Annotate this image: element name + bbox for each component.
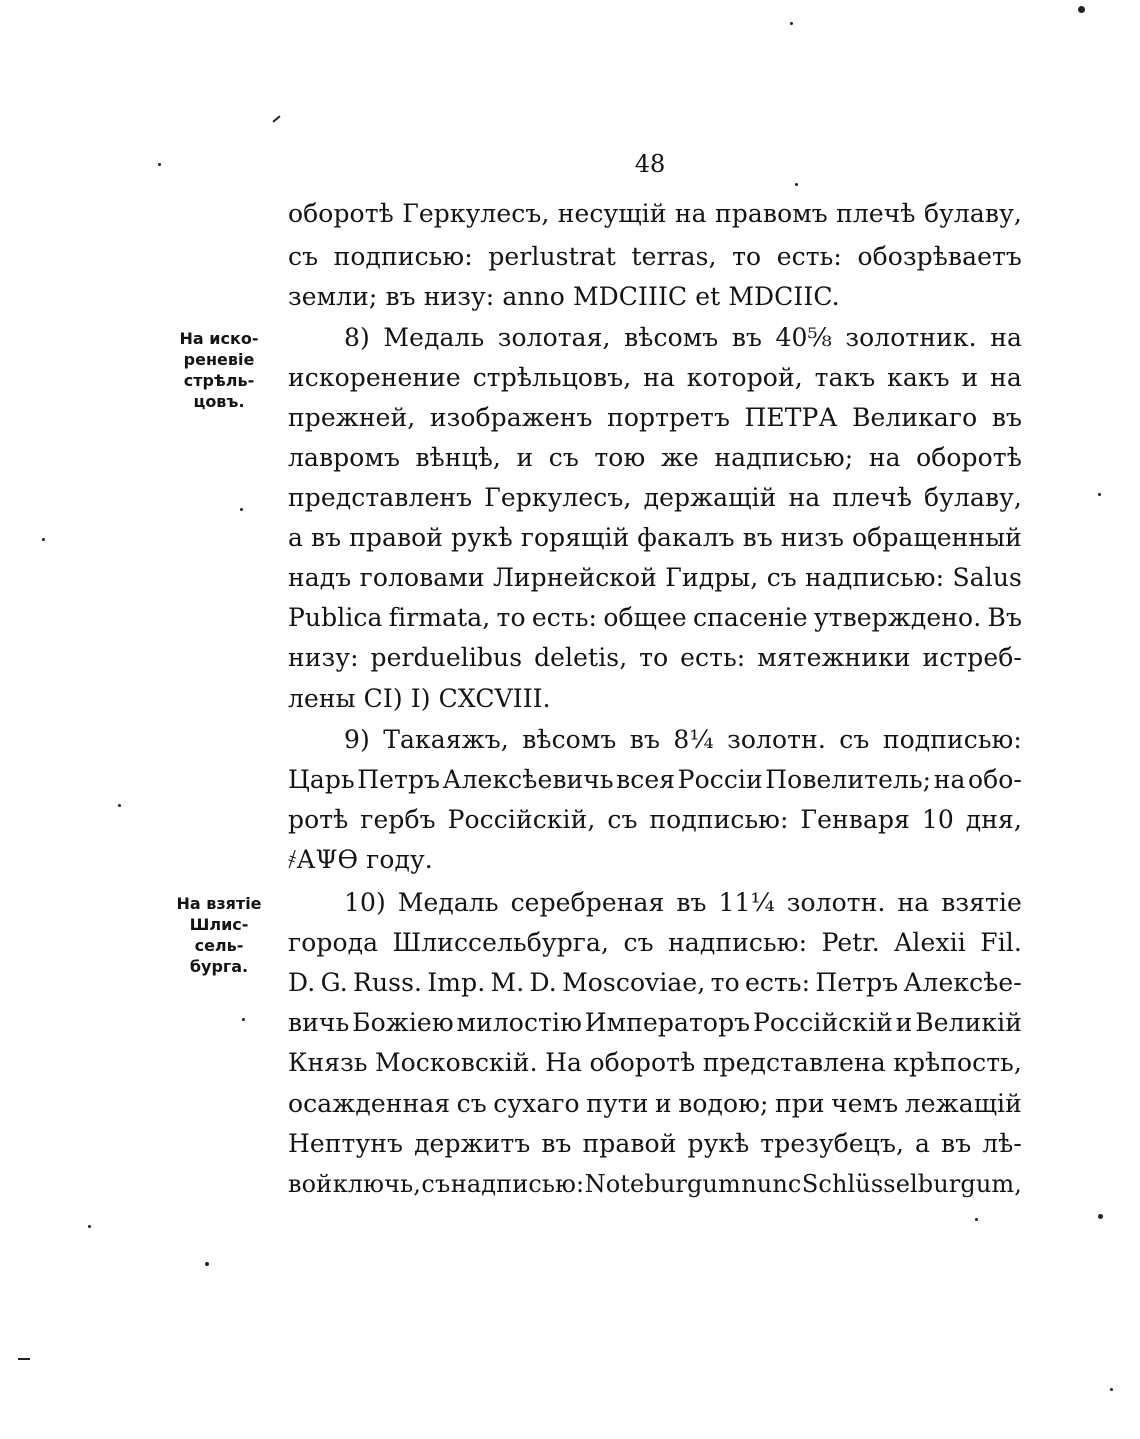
word: Петръ xyxy=(357,765,441,794)
word: Царь xyxy=(288,765,355,794)
word: На xyxy=(545,1048,583,1077)
word: такъ xyxy=(814,363,876,392)
word: 8¼ xyxy=(673,725,714,754)
word: мятежники xyxy=(757,643,911,672)
text-line xyxy=(288,1164,1022,1204)
text-line-content xyxy=(288,518,1022,558)
text-line-content xyxy=(288,1003,1022,1043)
word: въ xyxy=(941,1129,972,1158)
word: Императоръ xyxy=(584,1008,751,1037)
word: Великаго xyxy=(852,403,978,432)
margin-note-line: Шлис- xyxy=(189,915,249,934)
word: головами xyxy=(359,563,485,592)
word: утверждено. xyxy=(813,603,982,632)
word: съ xyxy=(456,1089,487,1118)
margin-note-line: стрѣль- xyxy=(183,371,255,390)
word: Noteburgum xyxy=(584,1170,741,1198)
word: Schlüsselburgum, xyxy=(801,1170,1022,1198)
word: Алексѣе- xyxy=(903,968,1022,997)
scan-speck xyxy=(18,1358,30,1360)
text-line xyxy=(288,558,1022,598)
word: держащiй xyxy=(643,483,777,512)
text-line-content xyxy=(288,558,1022,598)
word: серебреная xyxy=(510,888,665,917)
word: изображенъ xyxy=(429,403,593,432)
word: вѣнцѣ, xyxy=(415,443,501,472)
word: а xyxy=(288,523,304,552)
scan-speck xyxy=(1098,493,1101,496)
word: то xyxy=(496,603,526,632)
word: трезубецъ, xyxy=(760,1129,905,1158)
text-line xyxy=(288,840,1022,880)
word: Генваря xyxy=(800,805,910,834)
word: надписью; xyxy=(714,443,854,472)
word: есть: xyxy=(744,968,811,997)
word: въ xyxy=(676,888,707,917)
word: на xyxy=(674,199,707,228)
word: Publica xyxy=(288,603,383,632)
word: есть: xyxy=(680,643,746,672)
word: держитъ xyxy=(414,1129,531,1158)
word: булаву, xyxy=(923,199,1022,228)
text-line-content: земли; въ низу: anno MDCIIIC et MDCIIC. xyxy=(288,282,840,311)
word: съ xyxy=(839,725,870,754)
word: тою xyxy=(594,443,646,472)
margin-note-line: цовъ. xyxy=(193,392,245,411)
word: на xyxy=(933,765,966,794)
word: на xyxy=(990,323,1022,352)
text-line-content xyxy=(288,194,1022,234)
word: съ xyxy=(623,928,654,957)
word: представленъ xyxy=(288,483,473,512)
text-line-content xyxy=(288,1043,1022,1083)
text-line xyxy=(288,1043,1022,1083)
word: лавромъ xyxy=(288,443,400,472)
word: nunc xyxy=(741,1170,802,1198)
scan-speck xyxy=(205,1262,209,1266)
text-line xyxy=(344,720,1022,760)
word: оборотѣ xyxy=(288,199,394,228)
word: Въ xyxy=(987,603,1022,632)
word: милостiю xyxy=(456,1008,582,1037)
word: ротѣ xyxy=(288,805,349,834)
word: terras, xyxy=(631,242,717,271)
word: Alexii xyxy=(894,928,966,957)
word: то xyxy=(710,968,740,997)
text-line-content xyxy=(288,1084,1022,1124)
word: общее xyxy=(603,603,687,632)
word: Повелитель; xyxy=(765,765,932,794)
word: оборотѣ xyxy=(916,443,1022,472)
text-line xyxy=(288,1084,1022,1124)
word: Лирнейской xyxy=(492,563,657,592)
word: Великiй xyxy=(915,1008,1022,1037)
scan-speck xyxy=(1098,1214,1103,1219)
word: взятiе xyxy=(941,888,1022,917)
word: 10) xyxy=(344,888,386,917)
word: Нептунъ xyxy=(288,1129,404,1158)
word: въ xyxy=(731,323,762,352)
page-number: 48 xyxy=(634,150,666,178)
text-line xyxy=(288,438,1022,478)
text-line xyxy=(288,194,1022,234)
word: на xyxy=(788,483,821,512)
word: пути xyxy=(586,1089,649,1118)
scan-speck xyxy=(118,804,121,807)
text-line xyxy=(288,277,1022,317)
word: M. xyxy=(490,968,525,997)
text-line xyxy=(288,237,1022,277)
word: на xyxy=(868,443,901,472)
word: золотая, xyxy=(497,323,611,352)
text-line-content xyxy=(344,720,1022,760)
word: спасенiе xyxy=(693,603,808,632)
word: плечѣ xyxy=(836,199,916,228)
text-line xyxy=(288,398,1022,438)
margin-note-line: На взятiе xyxy=(176,894,262,913)
word: Божiею xyxy=(352,1008,454,1037)
word: ПЕТРА xyxy=(744,403,838,432)
word: низъ xyxy=(780,523,845,552)
word: всея xyxy=(616,765,676,794)
word: G. xyxy=(320,968,348,997)
word: есть: xyxy=(776,242,842,271)
margin-note-line: бурга. xyxy=(189,957,249,976)
word: въ xyxy=(629,725,660,754)
word: вѣсомъ xyxy=(522,725,617,754)
word: несущiй xyxy=(557,199,667,228)
word: 40⅝ xyxy=(775,323,832,352)
word: вичь xyxy=(288,1008,350,1037)
word: Геркулесъ, xyxy=(402,199,550,228)
word: подписью: xyxy=(333,242,473,271)
text-line xyxy=(288,518,1022,558)
word: и xyxy=(654,1089,672,1118)
text-line-content xyxy=(288,1124,1022,1164)
word: подписью: xyxy=(649,805,789,834)
word: въ xyxy=(742,523,773,552)
text-line xyxy=(288,800,1022,840)
word: надписью: xyxy=(668,928,808,957)
word: Fil. xyxy=(980,928,1022,957)
scan-speck xyxy=(240,508,243,511)
word: оборотѣ xyxy=(589,1048,696,1077)
word: на xyxy=(990,363,1022,392)
text-line xyxy=(344,318,1022,358)
word: Petr. xyxy=(821,928,880,957)
word: съ xyxy=(548,443,579,472)
word: 11¼ xyxy=(718,888,775,917)
word: Геркулесъ, xyxy=(484,483,632,512)
word: булаву, xyxy=(924,483,1022,512)
text-line-content xyxy=(288,598,1022,638)
word: города xyxy=(288,928,379,957)
word: правой xyxy=(349,523,444,552)
word: то xyxy=(732,242,762,271)
word: на xyxy=(643,363,675,392)
margin-note-line: реневiе xyxy=(183,350,255,369)
text-line xyxy=(288,598,1022,638)
text-line-content xyxy=(288,1164,1022,1204)
word: въ xyxy=(310,523,342,552)
margin-note-line: На искo- xyxy=(179,329,259,348)
word: Такаяжъ, xyxy=(383,725,509,754)
word: и xyxy=(516,443,534,472)
word: портретъ xyxy=(607,403,730,432)
word: Salus xyxy=(952,563,1022,592)
word: Алексѣевичь xyxy=(442,765,614,794)
word: 8) xyxy=(344,323,370,352)
text-line-content xyxy=(288,800,1022,840)
text-line xyxy=(288,923,1022,963)
text-line xyxy=(288,638,1022,678)
word: въ xyxy=(991,403,1022,432)
word: Россiйскiй xyxy=(753,1008,893,1037)
text-line-content xyxy=(288,923,1022,963)
text-line xyxy=(288,358,1022,398)
word: perlustrat xyxy=(488,242,616,271)
word: обо- xyxy=(967,765,1022,794)
word: надъ xyxy=(288,563,352,592)
word: съ xyxy=(766,563,797,592)
word: какъ xyxy=(887,363,950,392)
word: perduelibus xyxy=(370,643,523,672)
text-line xyxy=(288,1124,1022,1164)
margin-note-shlisselburg xyxy=(164,893,274,977)
word: firmata, xyxy=(388,603,491,632)
word: Гидры, xyxy=(665,563,759,592)
word: низу: xyxy=(288,643,359,672)
word: Imp. xyxy=(427,968,486,997)
text-line-content xyxy=(344,318,1022,358)
word: подписью: xyxy=(882,725,1022,754)
word: а xyxy=(915,1129,931,1158)
scan-speck xyxy=(975,1218,978,1221)
word: осажденная xyxy=(288,1089,451,1118)
word: Россiйскiй, xyxy=(447,805,596,834)
word: Медаль xyxy=(397,888,499,917)
text-line-content xyxy=(288,478,1022,518)
word: Петръ xyxy=(815,968,899,997)
word: представлена xyxy=(702,1048,886,1077)
text-line xyxy=(288,478,1022,518)
word: чемъ xyxy=(831,1089,899,1118)
word: Шлиссельбурга, xyxy=(392,928,610,957)
word: 10 xyxy=(921,805,954,834)
scan-speck xyxy=(790,22,793,25)
text-line xyxy=(288,679,1022,719)
word: deletis, xyxy=(534,643,628,672)
margin-note-streltsy xyxy=(164,328,274,412)
word: Russ. xyxy=(353,968,423,997)
word: при xyxy=(775,1089,825,1118)
word: лѣ- xyxy=(982,1129,1022,1158)
word: обозрѣваетъ xyxy=(857,242,1022,271)
text-line xyxy=(288,963,1022,1003)
word: надписью: xyxy=(805,563,945,592)
word: же xyxy=(660,443,699,472)
word: 9) xyxy=(344,725,370,754)
word: крѣпость, xyxy=(893,1048,1022,1077)
word: правой xyxy=(582,1129,677,1158)
scan-speck xyxy=(88,1225,91,1228)
word: факалъ xyxy=(637,523,735,552)
word: Moscoviae, xyxy=(562,968,706,997)
word: D. xyxy=(288,968,316,997)
word: плечѣ xyxy=(832,483,912,512)
text-line-content xyxy=(288,358,1022,398)
word: вой xyxy=(288,1170,333,1198)
word: сухаго xyxy=(493,1089,580,1118)
text-line-content: лены CI) I) CXCVIII. xyxy=(288,684,551,713)
scan-speck xyxy=(1078,6,1085,13)
text-line-content xyxy=(288,638,1022,678)
margin-note-line: сель- xyxy=(194,936,244,955)
text-line xyxy=(288,1003,1022,1043)
word: искоренение xyxy=(288,363,461,392)
word: D. xyxy=(529,968,557,997)
word: золотн. xyxy=(727,725,826,754)
word: рукѣ xyxy=(687,1129,750,1158)
word: золотник. xyxy=(845,323,977,352)
text-line-content xyxy=(288,398,1022,438)
scan-speck xyxy=(242,1018,245,1021)
text-line-content xyxy=(288,438,1022,478)
word: лежащiй xyxy=(904,1089,1022,1118)
word: прежней, xyxy=(288,403,416,432)
word: ключь, xyxy=(332,1170,421,1198)
scan-speck xyxy=(272,115,280,122)
word: обращенный xyxy=(852,523,1022,552)
word: и xyxy=(961,363,979,392)
word: Россiи xyxy=(677,765,763,794)
word: то xyxy=(639,643,669,672)
word: есть: xyxy=(531,603,598,632)
word: стрѣльцовъ, xyxy=(472,363,632,392)
word: золотн. xyxy=(786,888,886,917)
text-line-content: ҂АΨѲ году. xyxy=(288,845,433,874)
word: Князь xyxy=(288,1048,368,1077)
text-line-content xyxy=(288,760,1022,800)
word: Медаль xyxy=(383,323,485,352)
text-line-content xyxy=(288,237,1022,277)
word: въ xyxy=(541,1129,572,1158)
scan-speck xyxy=(42,538,45,541)
text-line-content xyxy=(288,963,1022,1003)
word: вѣсомъ xyxy=(624,323,719,352)
word: дня, xyxy=(965,805,1022,834)
word: которой, xyxy=(686,363,803,392)
word: на xyxy=(897,888,930,917)
word: Московскiй. xyxy=(374,1048,538,1077)
word: съ xyxy=(607,805,638,834)
text-line xyxy=(344,883,1022,923)
word: горящiй xyxy=(520,523,630,552)
word: истреб- xyxy=(922,643,1022,672)
word: надписью: xyxy=(450,1170,585,1198)
word: правомъ xyxy=(715,199,828,228)
text-line-content xyxy=(344,883,1022,923)
scan-speck xyxy=(158,163,161,166)
scan-speck xyxy=(1110,1388,1113,1391)
word: водою; xyxy=(678,1089,769,1118)
word: съ xyxy=(288,242,319,271)
word: рукѣ xyxy=(451,523,513,552)
word: съ xyxy=(421,1170,451,1198)
scan-speck xyxy=(795,183,798,186)
text-line xyxy=(288,760,1022,800)
word: и xyxy=(895,1008,913,1037)
word: гербъ xyxy=(360,805,436,834)
